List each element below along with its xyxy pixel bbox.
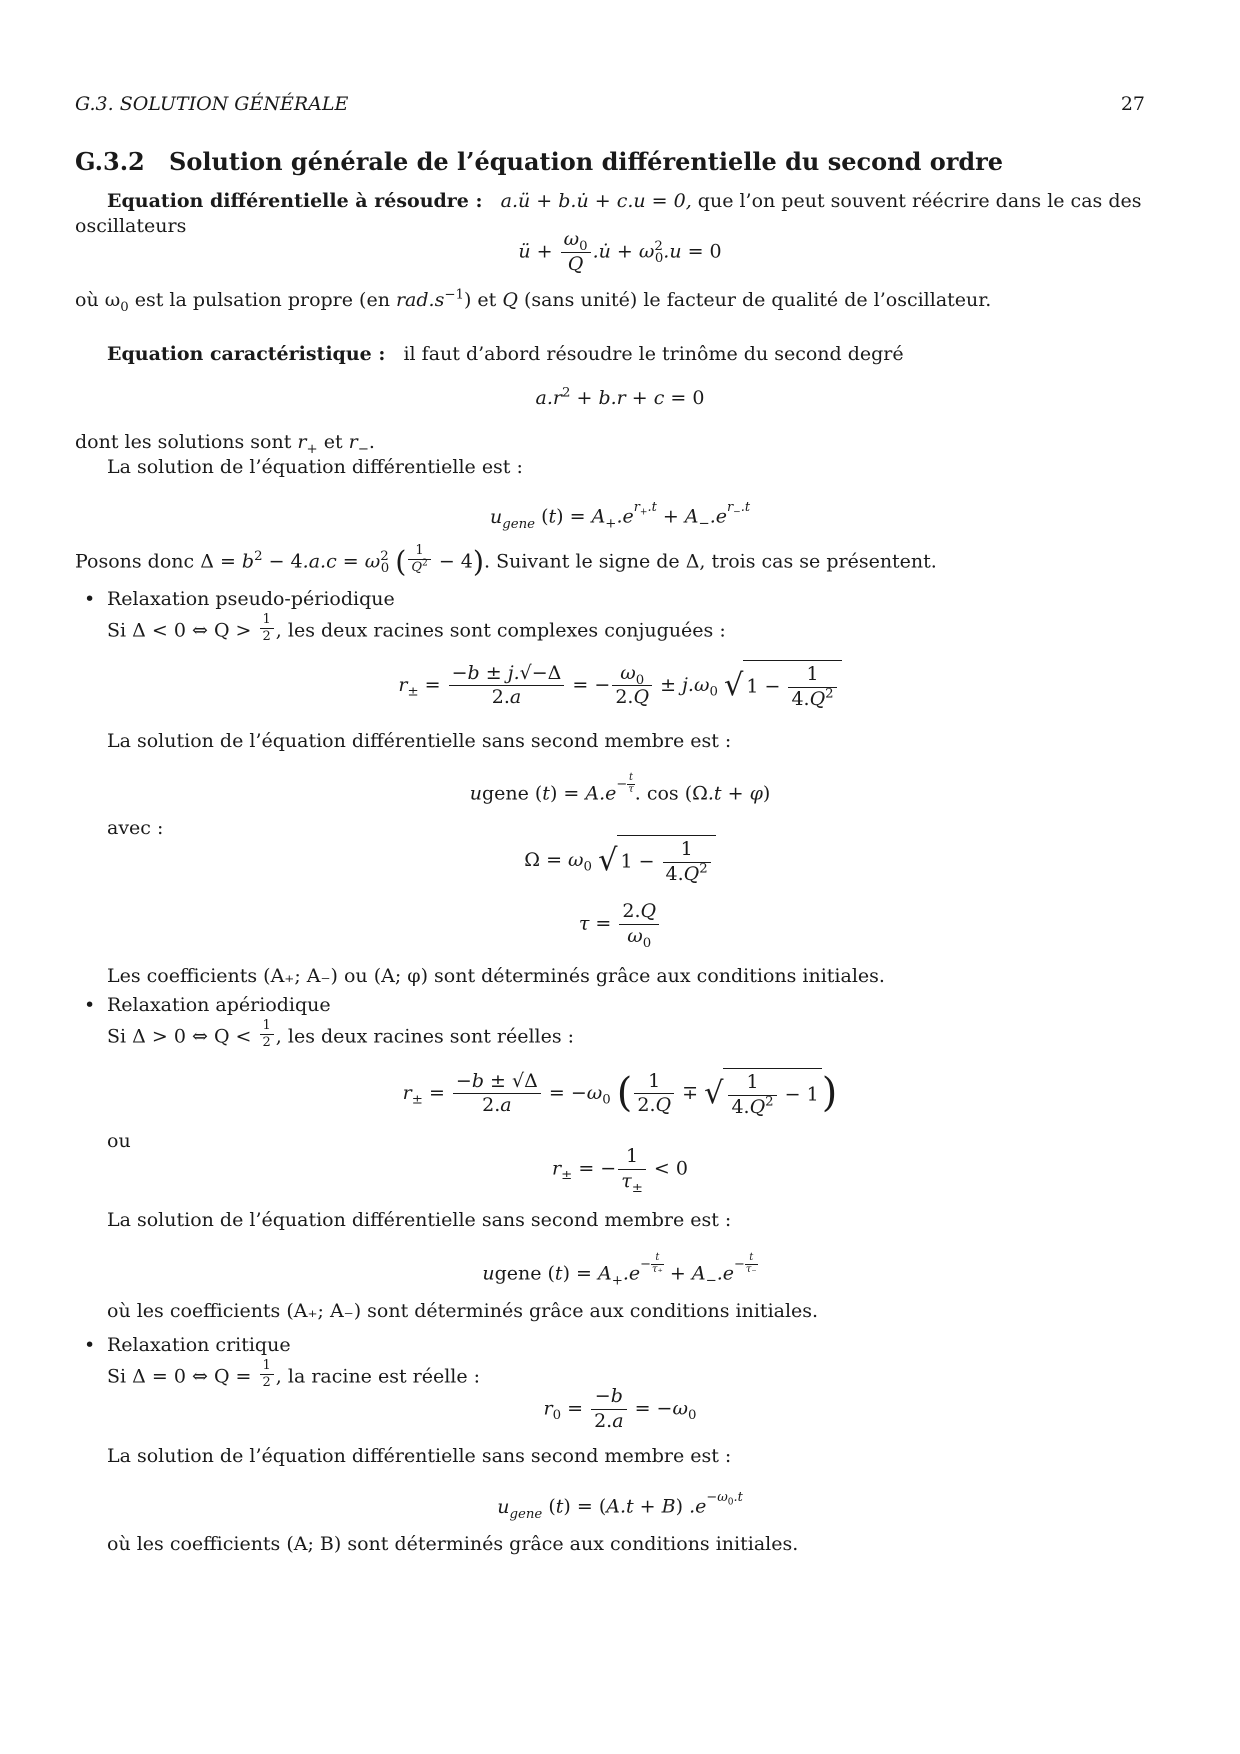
equation-critical-solution: $u_{gene}$ (t) = (A.t + B) $.e^{-\omega_0.t}$	[497, 1490, 743, 1522]
definition-line: où $\omega_0$ est la pulsation propre (en $rad.s^{-1}$) et Q (sans unité) le facteur de qualité de l’oscillateur.	[75, 287, 992, 315]
case1-coefficients: Les coefficients (A₊; A₋) ou (A; φ) sont déterminés grâce aux conditions initiales.	[107, 965, 885, 987]
intro-line-2: oscillateurs	[75, 215, 187, 237]
case3-solution-text: La solution de l’équation différentielle sans second membre est :	[107, 1445, 732, 1467]
equation-general-solution: $u_{gene}$ $(t) = A_+.e^{r_+.t} + A_-.e^{r_-.t}$	[489, 500, 751, 532]
case2-solution-text: La solution de l’équation différentielle sans second membre est :	[107, 1209, 732, 1231]
equation-critical-root: $r_0$ = $\frac{-b}{2.a}$ = $-\omega_0$	[543, 1385, 697, 1432]
equation-tau: τ = $\frac{2.Q}{\omega_0}$	[0, 900, 1240, 949]
equation-aperiodic-solution: ugene $(t) = A_+.e^-$ $\frac{t}{\tau_+}$ + $A_-.e^-$ $\frac{t}{\tau_-}$	[482, 1252, 757, 1289]
equation-oscillator: ü + $\frac{\omega_0}{Q}$ .u̇ + $\omega^2_0.u = 0$	[518, 228, 722, 275]
case1-solution-text: La solution de l’équation différentielle sans second membre est :	[107, 730, 732, 752]
section-heading	[75, 147, 1003, 177]
bullet-critical: •	[84, 1334, 96, 1356]
case2-title: Relaxation apériodique	[107, 994, 331, 1016]
intro-line-1	[107, 190, 1145, 214]
section-title: Solution générale de l’équation différentielle du second ordre	[169, 147, 1004, 176]
case1-condition: Si Δ < 0 ⇔ Q > $\frac{1}{2}$ , les deux racines sont complexes conjuguées :	[107, 612, 726, 645]
equation-pseudo-solution: ugene (t) = A.e− $\frac{t}{\tau}$ . cos (Ω.t + φ)	[469, 772, 771, 805]
intro-label: Equation différentielle à résoudre :	[107, 190, 483, 212]
bullet-pseudo-periodic: •	[84, 588, 96, 610]
page-number: 27	[1120, 93, 1145, 115]
equation-omega: $\Omega = \omega_0$ √ 1 − $\frac{1}{4.Q^2}$	[0, 835, 1240, 887]
characteristic-text: il faut d’abord résoudre le trinôme du second degré	[403, 343, 904, 365]
case2-condition: Si Δ > 0 ⇔ Q < $\frac{1}{2}$ , les deux racines sont réelles :	[107, 1018, 575, 1051]
equation-tau-roots: $r_\pm$ = − $\frac{1}{\tau_\pm}$ < 0	[552, 1145, 688, 1196]
solution-intro-line: La solution de l’équation différentielle est :	[107, 456, 523, 478]
case2-coefficients: où les coefficients (A₊; A₋) sont déterminés grâce aux conditions initiales.	[107, 1300, 819, 1322]
equation-complex-roots: $r_\pm$ = $\frac{-b \pm j.√-\Delta}{2.a}$ = − $\frac{\omega_0}{2.Q}$ ± $j.\omega_0$ √ 1 − $\frac{1}{4.Q^2}$	[0, 660, 1240, 712]
case3-title: Relaxation critique	[107, 1334, 291, 1356]
bullet-aperiodic: •	[84, 994, 96, 1016]
solutions-line: dont les solutions sont $r_+$ et $r_-$.	[75, 431, 375, 457]
characteristic-line	[107, 343, 1145, 367]
case3-condition: Si Δ = 0 ⇔ Q = $\frac{1}{2}$ , la racine est réelle :	[107, 1358, 481, 1391]
intro-equation: a.ü + b.u̇ + c.u = 0,	[500, 190, 692, 212]
case2-or-label: ou	[107, 1130, 131, 1152]
case1-title: Relaxation pseudo-périodique	[107, 588, 395, 610]
posons-line: Posons donc $\Delta = b^2 - 4.a.c = \omega^2_0$ ( $\frac{1}{Q^2}$ − 4). Suivant le signe de Δ, trois cas se présentent.	[75, 543, 937, 579]
equation-real-roots: $r_\pm$ = $\frac{-b \pm √\Delta}{2.a}$ = $-\omega_0$ ( $\frac{1}{2.Q}$ ∓ √ $\frac{1}{4.Q^2}$ − 1)	[402, 1069, 838, 1118]
case1-with-label: avec :	[107, 817, 164, 839]
running-title: G.3. SOLUTION GÉNÉRALE	[75, 93, 349, 115]
intro-text-after: que l’on peut souvent réécrire dans le cas des	[697, 190, 1142, 212]
case3-coefficients: où les coefficients (A; B) sont déterminés grâce aux conditions initiales.	[107, 1533, 799, 1555]
equation-trinome: $a.r^2 + b.r + c = 0$	[535, 385, 705, 409]
characteristic-label: Equation caractéristique :	[107, 343, 386, 365]
running-header	[75, 93, 1145, 119]
section-number: G.3.2	[75, 147, 145, 176]
